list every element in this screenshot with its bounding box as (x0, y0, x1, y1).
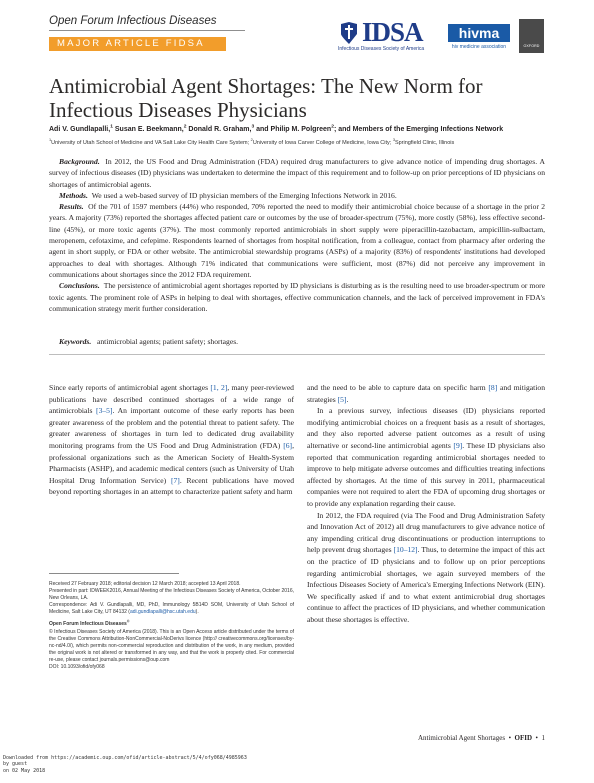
affiliation-marker: 2 (183, 124, 187, 130)
abstract-conclusions (49, 280, 545, 314)
body-text: . Recent publications have moved beyond reporting shortages in an attempt to characterize patient safety and harm (49, 475, 294, 497)
hivma-wordmark: hivma (448, 24, 510, 42)
abstract-heading: Results. (59, 202, 84, 212)
body-text: . (346, 394, 349, 404)
citation-link[interactable]: [1, 2] (210, 383, 228, 392)
abstract (49, 156, 545, 314)
body-text: , professional organizations such as the American Society of Health-System Pharmacists (ASHP), and academic medical centers (such as University of Utah Hospital Drug Information Service) (49, 440, 294, 485)
body-text: . An important outcome of these early reports has been greater awareness of the problem and the potential threat to patient safety. The greater awareness of shortages in turn led to dedicated drug availability monitoring programs from the US Food and Drug Administration (FDA) (49, 406, 294, 450)
separator-bullet: • (535, 734, 538, 742)
body-text: and mitigation strategies (307, 383, 545, 404)
journal-imprint (49, 621, 294, 628)
body-paragraph (307, 405, 545, 509)
copyright-notice: © Infectious Diseases Society of America (2018). This is an Open Access article distributed under the terms of the Creative Commons Attribution-NonCommercial-NoDerivs licence (http:// creativecommons.org/licenses/by-nc-nd/4.0/), which permits non-commercial reproduction and distribution of the work, in any medium, provided the original work is not altered or transformed in any way, and that the work is properly cited. For commercial re-use, please contact journals.permissions@oup.com (49, 628, 294, 663)
affiliation-text: University of Iowa Carver College of Medicine, Iowa City; (252, 140, 393, 146)
idsa-tagline: Infectious Diseases Society of America (338, 46, 425, 52)
keywords-heading: Keywords. (59, 337, 92, 346)
idsa-emblem-icon (338, 21, 360, 45)
author-list (49, 126, 549, 133)
download-stamp: Downloaded from https://academic.oup.com/ofid/article-abstract/5/4/ofy068/4985963 by guest on 02 May 2018 (3, 755, 247, 774)
body-text: and the need to be able to capture data on specific harm (307, 383, 489, 392)
abstract-text: The persistence of antimicrobial agent shortages reported by ID physicians is disturbing as is the resulting need to use broader-spectrum or more toxic agents. The prominent role of ASPs in helping to deal with shortages, effective communication channels, and the lack of perceived improvement in FDA's communication strategy merit further consideration. (49, 281, 546, 313)
body-paragraph (49, 382, 294, 498)
body-text: In 2012, the FDA required (via The Food and Drug Administration Safety and Innovation Act of 2012) all drug manufacturers to give advance notice of any impending critical drug discontinuations or production interruptions to help prevent drug shortages (307, 510, 545, 555)
abstract-heading: Background. (59, 157, 100, 166)
affiliation-marker: 3 (251, 124, 255, 130)
footnote-divider (49, 573, 179, 574)
abstract-divider (49, 354, 545, 355)
article-type-banner: MAJOR ARTICLE FIDSA (49, 37, 226, 51)
journal-abbrev: OFID (514, 734, 533, 742)
abstract-background (49, 156, 545, 190)
received-dates: Received 27 February 2018; editorial decision 12 March 2018; accepted 13 April 2018. (49, 581, 241, 587)
header-divider (49, 30, 245, 31)
abstract-text: Of the 701 of 1597 members (44%) who responded, 70% reported the need to modify their antimicrobial choice because of a shortage in the prior 2 years. A majority (73%) reported the shortages affected patient care or outcomes by the use of broader-spectrum (75%), more costly (58%), less effective second-line (45%), or more toxic agents (37%). The most commonly reported antimicrobials in short supply were piperacillin-tazobactam, ampicillin-sulbactam, meropenem, cefotaxime, and cefepime. Respondents learned of shortages from hospital notification, from a colleague, contact from pharmacy after ordering the agent in short supply, or FDA or other website. The antimicrobial stewardship programs (ASPs) of a majority (83%) of respondents' institutions had developed approaches to deal with shortages. Although 71% indicated that communications were sufficient, most (87%) did not perceive any improvement in communications about shortages since the 2012 FDA requirement. (49, 202, 545, 279)
correspondence-email-link[interactable]: adi.gundlapalli@hsc.utah.edu (129, 609, 196, 616)
citation-link[interactable]: [9] (453, 440, 463, 450)
abstract-results (49, 201, 545, 280)
body-right-column (307, 382, 545, 625)
hivma-tagline: hiv medicine association (451, 44, 507, 50)
affiliation-marker: 1 (110, 124, 113, 130)
body-text: In a previous survey, infectious diseases (ID) physicians reported modifying antimicrobial choices on a frequent basis as a result of shortages, and they also reported adverse patient outcomes as a result of using alternative or second-line antimicrobial agents (307, 406, 545, 450)
journal-name: Open Forum Infectious Diseases (49, 15, 217, 27)
affiliation-marker: 2 (331, 124, 334, 130)
citation-link[interactable]: [6] (283, 440, 293, 450)
author-name: and Philip M. Polgreen (254, 126, 332, 133)
body-text: Since early reports of antimicrobial agent shortages (49, 383, 211, 392)
group-author: ; and Members of the Emerging Infections Network (333, 126, 504, 133)
journal-imprint-name: Open Forum Infectious Diseases (49, 621, 127, 628)
citation-link[interactable]: [7] (170, 475, 180, 485)
registered-mark: ® (126, 619, 130, 624)
affiliation-marker: 3 (392, 138, 395, 143)
body-text: , many peer-reviewed publications have described continued shortages of a wide range of antimicrobials (49, 383, 294, 416)
citation-link[interactable]: [5] (337, 394, 347, 404)
citation-link[interactable]: [3–5] (96, 406, 113, 416)
correspondence-text: ). (195, 609, 199, 616)
idsa-wordmark: IDSA (362, 17, 423, 47)
affiliation-marker: 1 (49, 138, 52, 143)
abstract-text: We used a web-based survey of ID physician members of the Emerging Infections Network in 2016. (91, 190, 397, 200)
abstract-methods (49, 190, 545, 201)
citation-link[interactable]: [10–12] (393, 545, 418, 555)
presented-note: Presented in part: IDWEEK2016, Annual Meeting of the Infectious Diseases Society of America, October 2016, New Orleans, LA. (49, 588, 294, 602)
page-footer (400, 734, 545, 742)
body-left-column (49, 382, 294, 498)
author-name: Susan E. Beekmann, (112, 126, 184, 133)
body-paragraph (307, 382, 545, 405)
keywords (59, 337, 238, 346)
affiliation-text: University of Utah School of Medicine and VA Salt Lake City Health Care System; (51, 140, 251, 146)
body-text: . Thus, to determine the impact of this act on the practice of ID physicians and to follow up on prior perceptions regarding antimicrobial shortages, we again surveyed members of the Infectious Diseases Society of America's Emerging Infections Network (EIN). We specifically asked if and to what extent antimicrobial drug shortages continue to affect the practices of ID physicians, and whether communication about these shortages is effective. (307, 545, 545, 624)
affiliations (49, 140, 549, 146)
doi: DOI: 10.1093/ofid/ofy068 (49, 664, 105, 671)
keywords-text: antimicrobial agents; patient safety; shortages. (96, 337, 239, 346)
abstract-heading: Conclusions. (59, 281, 100, 291)
abstract-heading: Methods. (59, 190, 88, 200)
correspondence-text: Correspondence: Adi V. Gundlapalli, MD, PhD, Immunology 5B14D SOM, University of Utah School of Medicine, Salt Lake City, UT 84132 ( (49, 602, 294, 616)
author-name: Donald R. Graham, (186, 126, 252, 133)
author-name: Adi V. Gundlapalli, (49, 126, 111, 133)
page-number: 1 (541, 734, 545, 742)
article-footnotes (49, 581, 294, 671)
body-paragraph (307, 510, 545, 626)
correspondence (49, 602, 294, 616)
citation-link[interactable]: [8] (488, 383, 498, 392)
abstract-text: In 2012, the US Food and Drug Administration (FDA) required drug manufacturers to give advance notice of impending drug shortages. A survey of infectious diseases (ID) physicians was undertaken to determine the impact of this requirement and to follow-up on prior perceptions of ID physicians on shortages of antimicrobial agents. (49, 157, 545, 189)
affiliation-text: Springfield Clinic, Illinois (394, 140, 455, 146)
hivma-logo (448, 24, 510, 52)
article-title: Antimicrobial Agent Shortages: The New Norm for Infectious Diseases Physicians (49, 74, 483, 122)
affiliation-marker: 2 (250, 138, 253, 143)
idsa-logo (338, 19, 442, 53)
oxford-logo: OXFORD (519, 19, 544, 53)
running-title: Antimicrobial Agent Shortages (417, 734, 506, 742)
body-text: . These ID physicians also reported that communication regarding antimicrobial shortages needed to improve to help mitigate adverse outcomes and difficulties treating infections affected by shortages. At the time of this survey in 2011, pharmaceutical companies were not required to alert the FDA of upcoming drug shortages or to provide any explanation regarding their cause. (307, 440, 546, 508)
separator-bullet: • (508, 734, 512, 742)
